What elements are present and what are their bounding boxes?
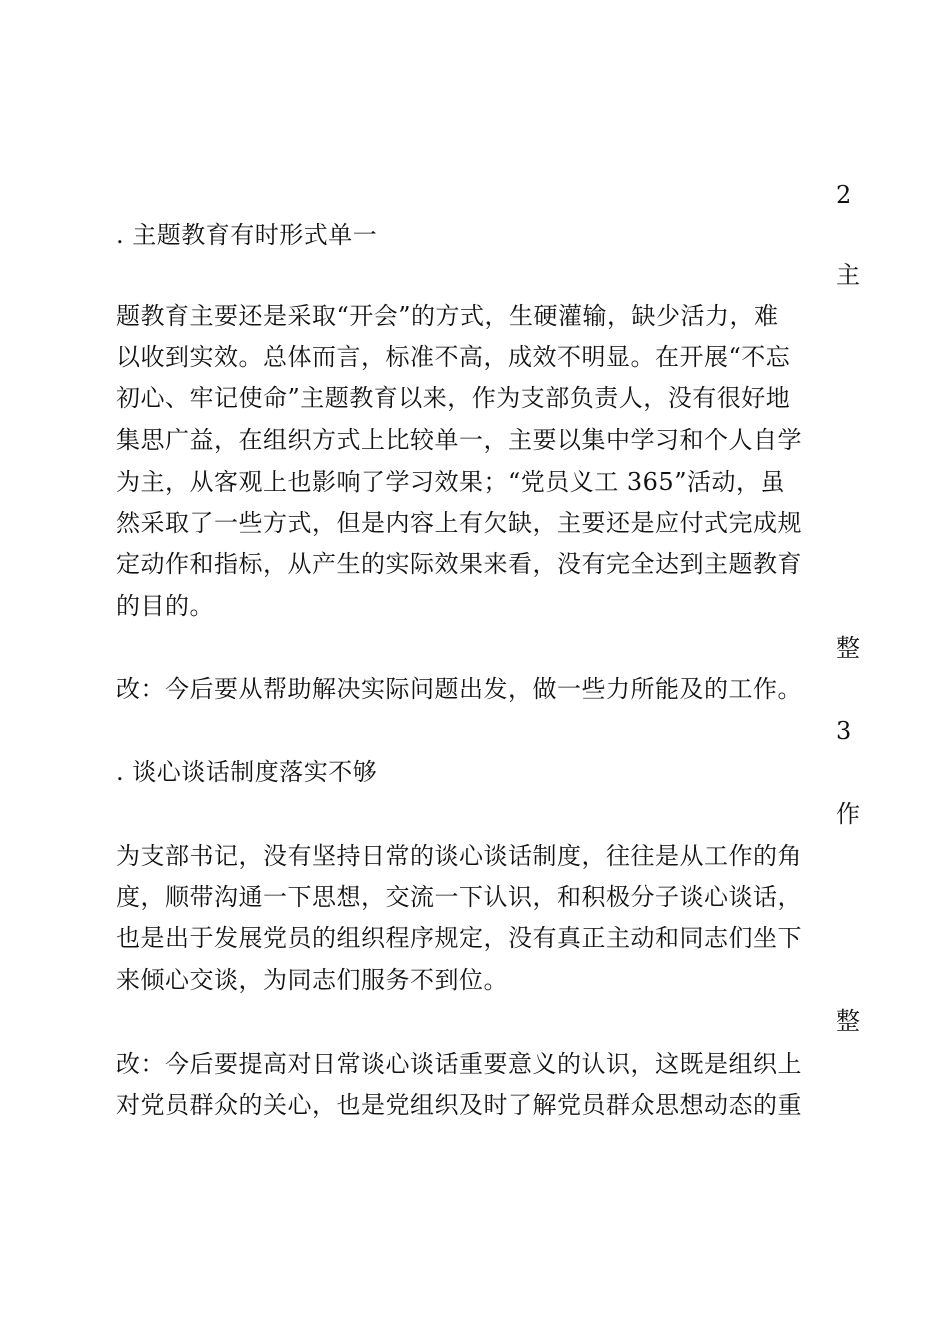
para-1-line-7: 定动作和指标，从产生的实际效果来看，没有完全达到主题教育 [116,550,802,578]
right-marker-zheng-2: 整 [836,1007,860,1035]
para-1-line-4: 集思广益，在组织方式上比较单一，主要以集中学习和个人自学 [116,426,802,454]
heading-3: . 谈心谈话制度落实不够 [116,758,378,786]
right-marker-num-3: 3 [836,717,852,745]
right-marker-zheng-1: 整 [836,634,860,662]
para-1-line-3: 初心、牢记使命”主题教育以来，作为支部负责人，没有很好地 [116,384,791,412]
para-2-line-4: 来倾心交谈，为同志们服务不到位。 [116,966,508,994]
right-marker-zhu: 主 [836,261,860,289]
rectify-1-line-1: 改：今后要从帮助解决实际问题出发，做一些力所能及的工作。 [116,675,802,703]
para-2-line-1: 为支部书记，没有坚持日常的谈心谈话制度，往往是从工作的角 [116,842,802,870]
rectify-2-line-2: 对党员群众的关心，也是党组织及时了解党员群众思想动态的重 [116,1091,802,1119]
para-1-line-6: 然采取了一些方式，但是内容上有欠缺，主要还是应付式完成规 [116,509,802,537]
para-2-line-3: 也是出于发展党员的组织程序规定，没有真正主动和同志们坐下 [116,924,802,952]
para-2-line-2: 度，顺带沟通一下思想，交流一下认识，和积极分子谈心谈话， [116,883,802,911]
right-marker-num-2: 2 [836,181,852,209]
para-1-line-5: 为主，从客观上也影响了学习效果；“党员义工 365”活动，虽 [116,468,785,496]
para-1-line-2: 以收到实效。总体而言，标准不高，成效不明显。在开展“不忘 [116,343,791,371]
para-1-line-8: 的目的。 [116,592,214,620]
rectify-2-line-1: 改：今后要提高对日常谈心谈话重要意义的认识，这既是组织上 [116,1050,802,1078]
right-marker-zuo: 作 [836,800,860,828]
heading-2: . 主题教育有时形式单一 [116,221,378,249]
para-1-line-1: 题教育主要还是采取“开会”的方式，生硬灌输，缺少活力，难 [116,302,779,330]
